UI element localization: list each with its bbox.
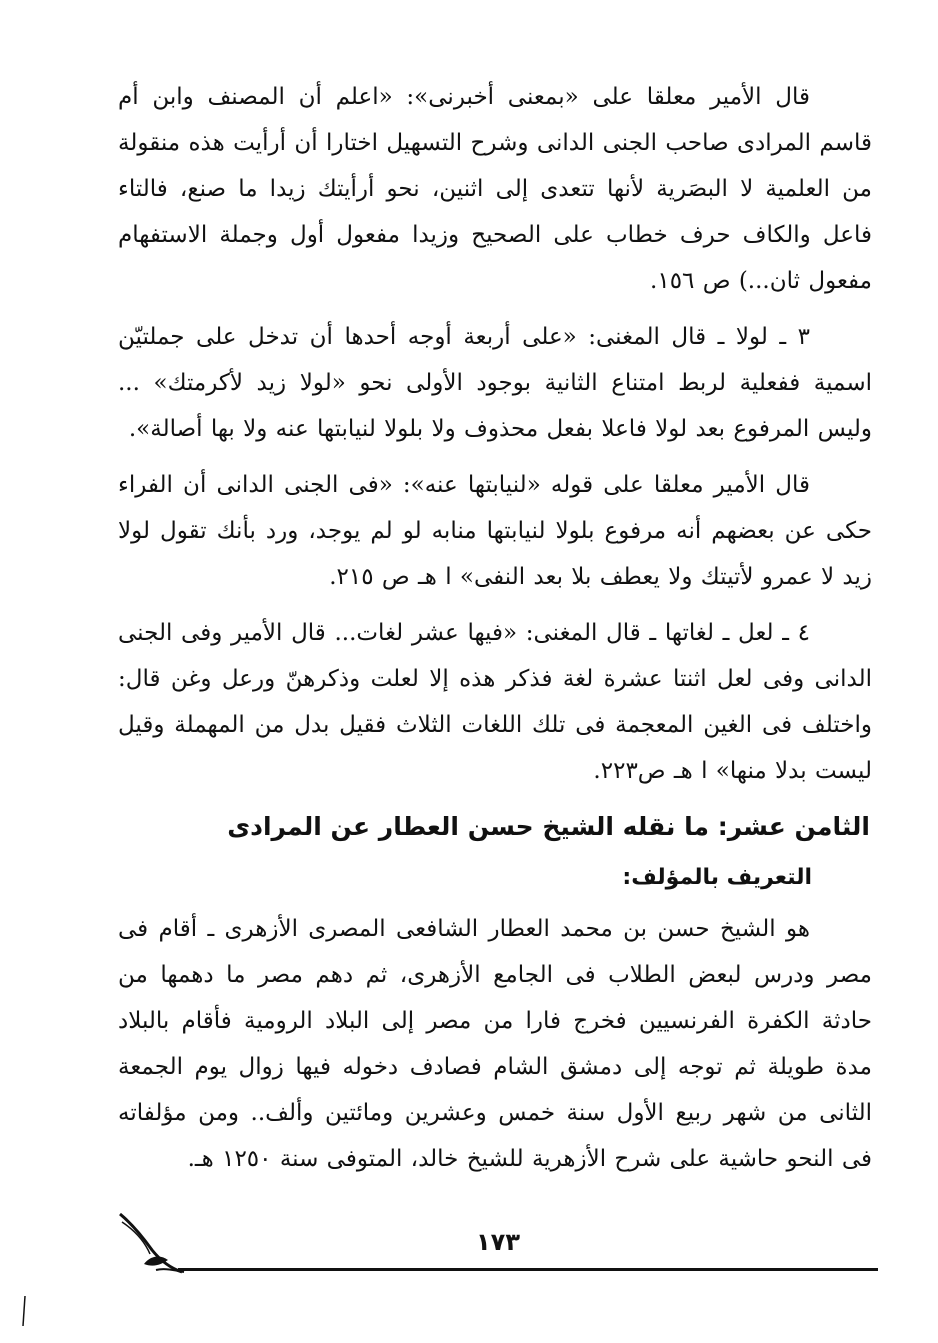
- section-heading: الثامن عشر: ما نقله الشيخ حسن العطار عن المرادى: [227, 812, 870, 841]
- page-footer: [118, 1200, 878, 1280]
- paragraph-gap: [118, 452, 872, 462]
- sub-heading-author-intro: التعريف بالمؤلف:: [622, 865, 812, 890]
- paragraph-laalla: ٤ ـ لعل ـ لغاتها ـ قال المغنى: «فيها عشر لغات... قال الأمير وفى الجنى الدانى وفى لعل اثنتا عشرة لغة فذكر هذه إلا لعلت وذكرهنّ ورعل وغن قال: واختلف فى الغين المعجمة فى تلك اللغات الثلاث فقيل بدل من المهملة وقيل ليست بدلا منها» ا هـ ص٢٢٣.: [118, 620, 872, 784]
- margin-mark: [22, 1296, 26, 1326]
- page-number: ١٧٣: [476, 1228, 520, 1256]
- paragraph-lawla: ٣ ـ لولا ـ قال المغنى: «على أربعة أوجه أحدها أن تدخل على جملتيّن اسمية ففعلية لربط امتناع الثانية بوجود الأولى نحو «لولا زيد لأكرمتك» ... وليس المرفوع بعد لولا فاعلا بفعل محذوف ولا بلولا لنيابتها عنه ولا بها أصالة».: [118, 324, 872, 442]
- paragraph-gap: [118, 600, 872, 610]
- paragraph-gap: [118, 304, 872, 314]
- paragraph-gap: [118, 794, 872, 804]
- paragraph-amir-comment-lawla: قال الأمير معلقا على قوله «لنيابتها عنه»: «فى الجنى الدانى أن الفراء حكى عن بعضهم أنه مرفوع بلولا لنيابتها منابه لو لم يوجد، ورد بأنك تقول لولا زيد لا عمرو لأتيتك ولا يعطف بلا بعد النفى» ا هـ ص ٢١٥.: [118, 472, 872, 590]
- footer-rule: [178, 1268, 878, 1271]
- page-body: [118, 74, 872, 1182]
- paragraph-author-biography: هو الشيخ حسن بن محمد العطار الشافعى المصرى الأزهرى ـ أقام فى مصر ودرس لبعض الطلاب فى الجامع الأزهرى، ثم دهم مصر ما دهمها من حادثة الكفرة الفرنسيين فخرج فارا من مصر إلى البلاد الرومية فأقام بالبلاد مدة طويلة ثم توجه إلى دمشق الشام فصادف دخوله فيها زوال يوم الجمعة الثانى من شهر ربيع الأول سنة خمس وعشرين ومائتين وألف.. ومن مؤلفاته فى النحو حاشية على شرح الأزهرية للشيخ خالد، المتوفى سنة ١٢٥٠ هـ.: [118, 916, 872, 1172]
- paragraph-amir-comment-araytak: قال الأمير معلقا على «بمعنى أخبرنى»: «اعلم أن المصنف وابن أم قاسم المرادى صاحب الجنى الدانى وشرح التسهيل اختارا أن أرأيت هذه منقولة من العلمية لا البصَرية لأنها تتعدى إلى اثنين، نحو أرأيتك زيدا ما صنع، فالتاء فاعل والكاف حرف خطاب على الصحيح وزيدا مفعول أول وجملة الاستفهام مفعول ثان...) ص ١٥٦.: [118, 84, 872, 294]
